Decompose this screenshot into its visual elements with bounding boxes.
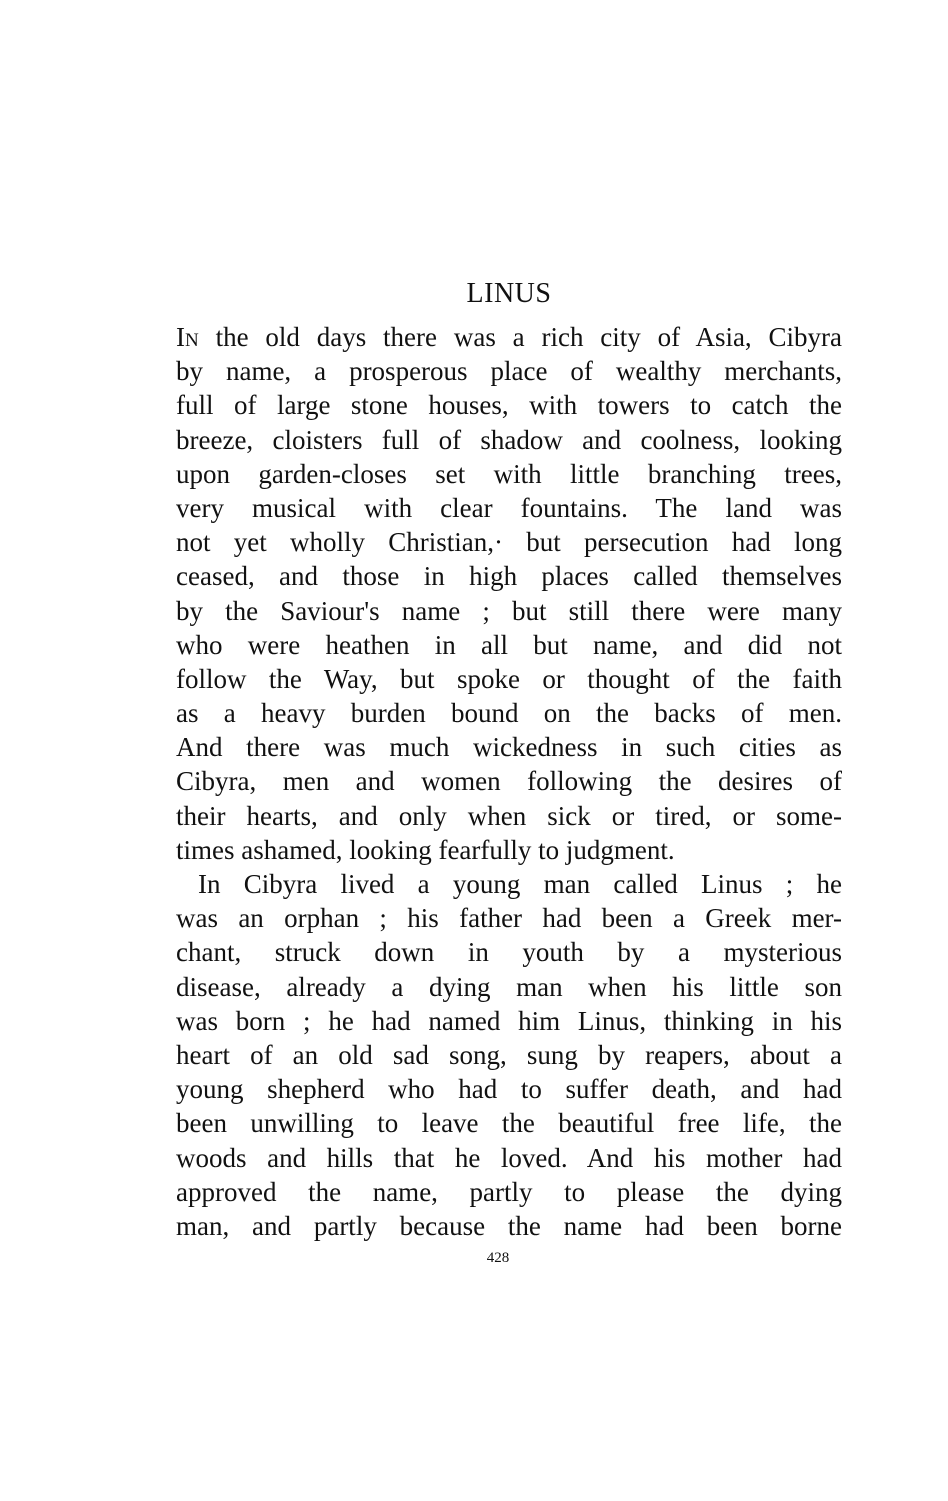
text-line: In Cibyra lived a young man called Linus ; he <box>198 869 842 899</box>
text-line: And there was much wickedness in such cities as <box>176 732 842 763</box>
text-line: their hearts, and only when sick or tired, or some- <box>176 800 842 831</box>
text-line: by the Saviour's name ; but still there were many <box>176 595 842 626</box>
small-caps-opening: In <box>176 322 199 352</box>
text-line: disease, already a dying man when his little son <box>176 971 842 1002</box>
text-line: very musical with clear fountains. The land was <box>176 492 842 523</box>
text-line: Cibyra, men and women following the desires of <box>176 766 842 797</box>
text-line: follow the Way, but spoke or thought of the faith <box>176 663 842 694</box>
text-line: times ashamed, looking fearfully to judgment. <box>176 834 675 865</box>
page-number: 428 <box>486 1250 510 1266</box>
text-line: ceased, and those in high places called themselves <box>176 561 842 592</box>
text-line: chant, struck down in youth by a mysterious <box>176 937 842 968</box>
text-line: upon garden-closes set with little branching trees, <box>176 458 842 489</box>
text-line: woods and hills that he loved. And his mother had <box>176 1142 842 1173</box>
text-line: young shepherd who had to suffer death, and had <box>176 1074 842 1105</box>
text-line: as a heavy burden bound on the backs of men. <box>176 698 842 729</box>
text-line: not yet wholly Christian,· but persecution had long <box>176 527 842 558</box>
text-line <box>176 320 842 354</box>
text-line: man, and partly because the name had been borne <box>176 1210 842 1241</box>
text-line: who were heathen in all but name, and did not <box>176 629 842 660</box>
text-line: approved the name, partly to please the dying <box>176 1176 842 1207</box>
text-line: full of large stone houses, with towers to catch the <box>176 390 842 421</box>
chapter-title: LINUS <box>466 278 552 309</box>
text-line: was an orphan ; his father had been a Greek mer- <box>176 903 842 934</box>
text-line: breeze, cloisters full of shadow and coolness, looking <box>176 424 842 455</box>
text-line: was born ; he had named him Linus, thinking in his <box>176 1005 842 1036</box>
text-line: heart of an old sad song, sung by reapers, about a <box>176 1039 842 1070</box>
text-line: been unwilling to leave the beautiful free life, the <box>176 1108 842 1139</box>
paragraph-1 <box>176 320 842 867</box>
body-text <box>176 320 842 1243</box>
text-line-rest: the old days there was a rich city of Asia, Cibyra <box>215 322 843 352</box>
paragraph-2 <box>176 867 842 1243</box>
text-line: by name, a prosperous place of wealthy merchants, <box>176 356 842 387</box>
